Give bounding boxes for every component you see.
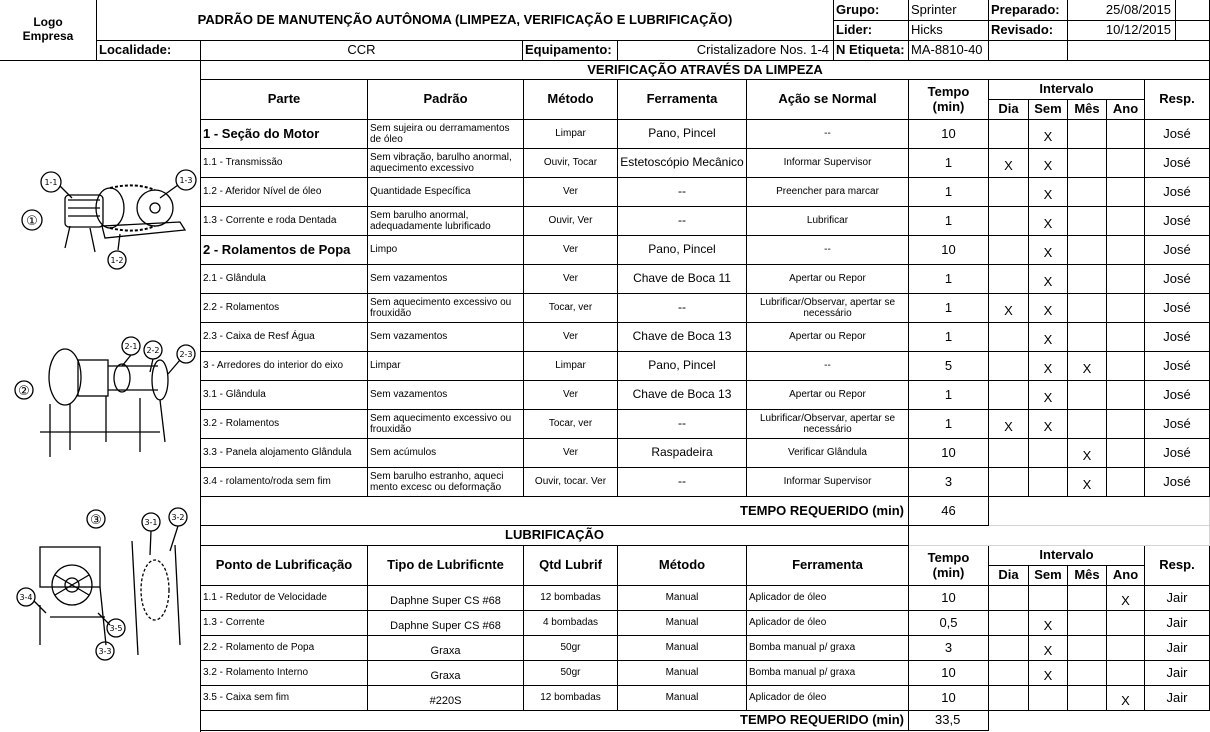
verification-row-tempo: 1 — [909, 381, 989, 410]
verification-row-acao: Verificar Glândula — [747, 439, 909, 468]
verification-row-tempo: 1 — [909, 265, 989, 294]
equipamento-value: Cristalizadore Nos. 1-4 — [618, 41, 834, 61]
equipamento-label: Equipamento: — [523, 41, 618, 61]
verification-row-sem — [1029, 439, 1068, 468]
verification-total-value: 46 — [909, 497, 989, 526]
verification-row-resp: José — [1145, 468, 1210, 497]
col-qtd: Qtd Lubrif — [524, 546, 618, 586]
verification-row-acao: Apertar ou Repor — [747, 265, 909, 294]
lubrication-row-sem — [1029, 586, 1068, 611]
verification-row-resp: José — [1145, 410, 1210, 439]
lubrication-row-resp: Jair — [1145, 636, 1210, 661]
verification-row-dia — [989, 207, 1029, 236]
verification-row-parte: 1.3 - Corrente e roda Dentada — [201, 207, 368, 236]
lubrication-row-metodo: Manual — [618, 611, 747, 636]
verification-row-mes: X — [1068, 468, 1107, 497]
verification-row-resp: José — [1145, 381, 1210, 410]
col-ferramenta-lub: Ferramenta — [747, 546, 909, 586]
lubrication-row-ferramenta: Bomba manual p/ graxa — [747, 636, 909, 661]
verification-row-acao: -- — [747, 352, 909, 381]
diagram-2-number: ② — [18, 384, 30, 399]
verification-total-blank — [989, 497, 1210, 526]
verification-row-ano — [1107, 178, 1145, 207]
verification-row-sem: X — [1029, 207, 1068, 236]
verification-row-ano — [1107, 294, 1145, 323]
lubrication-row-mes — [1068, 661, 1107, 686]
verification-row-tempo: 10 — [909, 236, 989, 265]
verification-row-padrao: Sem acúmulos — [368, 439, 524, 468]
lubrication-row-resp: Jair — [1145, 686, 1210, 711]
verification-row-parte: 2 - Rolamentos de Popa — [201, 236, 368, 265]
shaft-interior-diagram — [10, 505, 200, 665]
verification-row-parte: 3.3 - Panela alojamento Glândula — [201, 439, 368, 468]
verification-row-ferramenta: -- — [618, 178, 747, 207]
verification-row-metodo: Ver — [524, 439, 618, 468]
diagram-3-number: ③ — [90, 513, 102, 528]
col-sem-lub: Sem — [1029, 566, 1068, 586]
verification-row-ferramenta: Pano, Pincel — [618, 236, 747, 265]
verification-row-tempo: 1 — [909, 207, 989, 236]
lubrication-row-ferramenta: Bomba manual p/ graxa — [747, 661, 909, 686]
lubrication-row-tipo: Daphne Super CS #68 — [368, 586, 524, 611]
verification-row-acao: Informar Supervisor — [747, 149, 909, 178]
verification-row-sem: X — [1029, 381, 1068, 410]
verification-row-dia — [989, 381, 1029, 410]
verification-row-ano — [1107, 468, 1145, 497]
lubrication-row-ponto: 2.2 - Rolamento de Popa — [201, 636, 368, 661]
verification-row-acao: Informar Supervisor — [747, 468, 909, 497]
col-tipo: Tipo de Lubrificnte — [368, 546, 524, 586]
verification-row-metodo: Ouvir, Tocar — [524, 149, 618, 178]
verification-row-mes — [1068, 178, 1107, 207]
lubrication-row-metodo: Manual — [618, 661, 747, 686]
lubrication-row-dia — [989, 636, 1029, 661]
etiqueta-label: N Etiqueta: — [834, 41, 909, 61]
grupo-label: Grupo: — [834, 0, 909, 21]
verification-row-padrao: Sem barulho estranho, aqueci mento excesc ou deformação — [368, 468, 524, 497]
diagram-1-number: ① — [26, 214, 38, 229]
grupo-value: Sprinter — [909, 0, 989, 21]
verification-row-metodo: Tocar, ver — [524, 294, 618, 323]
lubrication-row-resp: Jair — [1145, 611, 1210, 636]
verification-row-padrao: Sem barulho anormal, adequadamente lubrificado — [368, 207, 524, 236]
verification-row-acao: Lubrificar/Observar, apertar se necessário — [747, 294, 909, 323]
verification-row-sem: X — [1029, 323, 1068, 352]
verification-row-padrao: Sem vazamentos — [368, 381, 524, 410]
verification-row-padrao: Sem vibração, barulho anormal, aquecimento excessivo — [368, 149, 524, 178]
verification-row-tempo: 1 — [909, 149, 989, 178]
verification-row-ferramenta: Pano, Pincel — [618, 352, 747, 381]
verification-row-metodo: Ouvir, tocar. Ver — [524, 468, 618, 497]
diagram-3-label-3-3: 3-3 — [98, 647, 112, 656]
verification-row-resp: José — [1145, 323, 1210, 352]
col-padrao: Padrão — [368, 80, 524, 120]
verification-row-sem: X — [1029, 352, 1068, 381]
verification-row-padrao: Limpar — [368, 352, 524, 381]
lider-value: Hicks — [909, 21, 989, 41]
verification-row-ano — [1107, 265, 1145, 294]
verification-row-ano — [1107, 410, 1145, 439]
lubrication-row-qtd: 50gr — [524, 661, 618, 686]
verification-row-dia: X — [989, 410, 1029, 439]
verification-row-tempo: 10 — [909, 120, 989, 149]
verification-row-parte: 3 - Arredores do interior do eixo — [201, 352, 368, 381]
verification-row-ano — [1107, 207, 1145, 236]
verification-row-resp: José — [1145, 294, 1210, 323]
verification-row-sem: X — [1029, 265, 1068, 294]
verification-row-dia — [989, 120, 1029, 149]
col-parte: Parte — [201, 80, 368, 120]
lubrication-title-blank — [909, 526, 1210, 546]
verification-row-metodo: Ver — [524, 381, 618, 410]
verification-row-ferramenta: Chave de Boca 13 — [618, 323, 747, 352]
col-mes: Mês — [1068, 100, 1107, 120]
verification-row-mes — [1068, 294, 1107, 323]
verification-row-metodo: Ver — [524, 236, 618, 265]
lubrication-row-qtd: 50gr — [524, 636, 618, 661]
verification-row-ferramenta: -- — [618, 207, 747, 236]
col-ano: Ano — [1107, 100, 1145, 120]
header-blank-4 — [1068, 41, 1210, 61]
preparado-value: 25/08/2015 — [1068, 0, 1176, 21]
col-acao: Ação se Normal — [747, 80, 909, 120]
verification-row-mes — [1068, 149, 1107, 178]
verification-row-ferramenta: -- — [618, 410, 747, 439]
col-tempo: Tempo (min) — [909, 80, 989, 120]
verification-row-resp: José — [1145, 265, 1210, 294]
lubrication-row-ferramenta: Aplicador de óleo — [747, 586, 909, 611]
diagram-2-label-2-3: 2-3 — [179, 350, 193, 359]
lubrication-row-tempo: 3 — [909, 636, 989, 661]
lubrication-row-ponto: 3.5 - Caixa sem fim — [201, 686, 368, 711]
verification-row-parte: 2.1 - Glândula — [201, 265, 368, 294]
col-resp: Resp. — [1145, 80, 1210, 120]
verification-row-ferramenta: Estetoscópio Mecânico — [618, 149, 747, 178]
verification-row-ferramenta: Raspadeira — [618, 439, 747, 468]
verification-row-ano — [1107, 149, 1145, 178]
col-ponto: Ponto de Lubrificação — [201, 546, 368, 586]
lubrication-row-tipo: Graxa — [368, 636, 524, 661]
verification-row-mes: X — [1068, 439, 1107, 468]
verification-row-tempo: 1 — [909, 178, 989, 207]
lubrication-row-mes — [1068, 611, 1107, 636]
verification-row-mes — [1068, 236, 1107, 265]
verification-row-resp: José — [1145, 178, 1210, 207]
verification-row-ano — [1107, 120, 1145, 149]
motor-section-diagram — [10, 160, 200, 270]
lubrication-row-ano — [1107, 661, 1145, 686]
verification-row-tempo: 10 — [909, 439, 989, 468]
lubrication-row-tipo: Graxa — [368, 661, 524, 686]
lubrication-row-ponto: 3.2 - Rolamento Interno — [201, 661, 368, 686]
lubrication-row-ano: X — [1107, 686, 1145, 711]
verification-row-mes — [1068, 120, 1107, 149]
verification-row-metodo: Ver — [524, 265, 618, 294]
verification-row-padrao: Sem aquecimento excessivo ou frouxidão — [368, 294, 524, 323]
verification-row-resp: José — [1145, 352, 1210, 381]
lubrication-row-ano — [1107, 636, 1145, 661]
lubrication-row-ferramenta: Aplicador de óleo — [747, 611, 909, 636]
lubrication-row-metodo: Manual — [618, 586, 747, 611]
header-blank-3 — [989, 41, 1068, 61]
verification-row-ferramenta: Chave de Boca 13 — [618, 381, 747, 410]
verification-row-metodo: Limpar — [524, 352, 618, 381]
verification-row-acao: Apertar ou Repor — [747, 381, 909, 410]
lubrication-row-dia — [989, 611, 1029, 636]
verification-row-metodo: Ouvir, Ver — [524, 207, 618, 236]
verification-row-padrao: Quantidade Específica — [368, 178, 524, 207]
col-dia-lub: Dia — [989, 566, 1029, 586]
lubrication-row-mes — [1068, 636, 1107, 661]
verification-row-padrao: Sem vazamentos — [368, 323, 524, 352]
col-intervalo: Intervalo — [989, 80, 1145, 100]
localidade-label: Localidade: — [97, 41, 201, 61]
diagram-3-label-3-4: 3-4 — [19, 593, 33, 602]
verification-section-title: VERIFICAÇÃO ATRAVÉS DA LIMPEZA — [201, 61, 1210, 80]
lubrication-row-mes — [1068, 586, 1107, 611]
stern-bearing-diagram — [10, 332, 200, 462]
lubrication-row-dia — [989, 661, 1029, 686]
verification-row-acao: Preencher para marcar — [747, 178, 909, 207]
col-metodo-lub: Método — [618, 546, 747, 586]
verification-row-acao: -- — [747, 236, 909, 265]
verification-row-dia — [989, 439, 1029, 468]
verification-row-parte: 3.4 - rolamento/roda sem fim — [201, 468, 368, 497]
lubrication-row-tempo: 0,5 — [909, 611, 989, 636]
verification-row-dia — [989, 323, 1029, 352]
lubrication-row-resp: Jair — [1145, 586, 1210, 611]
verification-row-mes — [1068, 323, 1107, 352]
verification-row-ferramenta: -- — [618, 468, 747, 497]
verification-row-ferramenta: -- — [618, 294, 747, 323]
header-blank-2 — [1176, 21, 1210, 41]
lubrication-row-ferramenta: Aplicador de óleo — [747, 686, 909, 711]
lubrication-row-tipo: #220S — [368, 686, 524, 711]
diagram-2-label-2-2: 2-2 — [146, 346, 160, 355]
lubrication-row-ano — [1107, 611, 1145, 636]
preparado-label: Preparado: — [989, 0, 1068, 21]
verification-row-metodo: Ver — [524, 323, 618, 352]
lubrication-row-tipo: Daphne Super CS #68 — [368, 611, 524, 636]
lubrication-section-title: LUBRIFICAÇÃO — [201, 526, 909, 546]
verification-row-dia: X — [989, 294, 1029, 323]
verification-row-parte: 1.1 - Transmissão — [201, 149, 368, 178]
verification-row-parte: 2.2 - Rolamentos — [201, 294, 368, 323]
verification-row-ferramenta: Chave de Boca 11 — [618, 265, 747, 294]
col-tempo-lub: Tempo (min) — [909, 546, 989, 586]
verification-row-ferramenta: Pano, Pincel — [618, 120, 747, 149]
verification-row-dia — [989, 352, 1029, 381]
diagram-1-label-1-1: 1-1 — [44, 178, 58, 187]
verification-row-dia — [989, 265, 1029, 294]
lubrication-row-dia — [989, 686, 1029, 711]
verification-row-ano — [1107, 439, 1145, 468]
verification-row-acao: Lubrificar/Observar, apertar se necessário — [747, 410, 909, 439]
col-mes-lub: Mês — [1068, 566, 1107, 586]
lubrication-row-ponto: 1.1 - Redutor de Velocidade — [201, 586, 368, 611]
verification-row-padrao: Limpo — [368, 236, 524, 265]
diagram-3-label-3-2: 3-2 — [171, 513, 185, 522]
lubrication-row-qtd: 4 bombadas — [524, 611, 618, 636]
col-resp-lub: Resp. — [1145, 546, 1210, 586]
verification-total-label: TEMPO REQUERIDO (min) — [201, 497, 909, 526]
verification-row-tempo: 3 — [909, 468, 989, 497]
lubrication-row-dia — [989, 586, 1029, 611]
localidade-value: CCR — [201, 41, 523, 61]
col-ferramenta: Ferramenta — [618, 80, 747, 120]
verification-row-sem — [1029, 468, 1068, 497]
lubrication-row-ano: X — [1107, 586, 1145, 611]
verification-row-sem: X — [1029, 120, 1068, 149]
verification-row-parte: 3.2 - Rolamentos — [201, 410, 368, 439]
lubrication-row-mes — [1068, 686, 1107, 711]
lubrication-row-tempo: 10 — [909, 661, 989, 686]
verification-row-sem: X — [1029, 410, 1068, 439]
diagram-1-label-1-3: 1-3 — [179, 176, 193, 185]
col-sem: Sem — [1029, 100, 1068, 120]
verification-row-sem: X — [1029, 149, 1068, 178]
lubrication-row-metodo: Manual — [618, 686, 747, 711]
revisado-label: Revisado: — [989, 21, 1068, 41]
verification-row-dia — [989, 178, 1029, 207]
page-title: PADRÃO DE MANUTENÇÃO AUTÔNOMA (LIMPEZA, VERIFICAÇÃO E LUBRIFICAÇÃO) — [97, 0, 834, 41]
verification-row-dia — [989, 236, 1029, 265]
lubrication-row-sem: X — [1029, 636, 1068, 661]
verification-row-resp: José — [1145, 207, 1210, 236]
lubrication-row-resp: Jair — [1145, 661, 1210, 686]
lubrication-row-sem — [1029, 686, 1068, 711]
diagram-3-label-3-1: 3-1 — [144, 518, 158, 527]
verification-row-ano — [1107, 352, 1145, 381]
col-intervalo-lub: Intervalo — [989, 546, 1145, 566]
verification-row-sem: X — [1029, 178, 1068, 207]
verification-row-ano — [1107, 323, 1145, 352]
verification-row-ano — [1107, 236, 1145, 265]
verification-row-acao: Lubrificar — [747, 207, 909, 236]
verification-row-parte: 3.1 - Glândula — [201, 381, 368, 410]
lubrication-row-qtd: 12 bombadas — [524, 586, 618, 611]
verification-row-parte: 1 - Seção do Motor — [201, 120, 368, 149]
verification-row-acao: Apertar ou Repor — [747, 323, 909, 352]
verification-row-metodo: Ver — [524, 178, 618, 207]
verification-row-ano — [1107, 381, 1145, 410]
col-metodo: Método — [524, 80, 618, 120]
verification-row-metodo: Tocar, ver — [524, 410, 618, 439]
verification-row-padrao: Sem sujeira ou derramamentos de óleo — [368, 120, 524, 149]
lubrication-row-sem: X — [1029, 611, 1068, 636]
verification-row-tempo: 5 — [909, 352, 989, 381]
verification-row-padrao: Sem vazamentos — [368, 265, 524, 294]
col-ano-lub: Ano — [1107, 566, 1145, 586]
verification-row-tempo: 1 — [909, 410, 989, 439]
verification-row-parte: 1.2 - Aferidor Nível de óleo — [201, 178, 368, 207]
verification-row-tempo: 1 — [909, 294, 989, 323]
lubrication-row-tempo: 10 — [909, 686, 989, 711]
verification-row-mes — [1068, 381, 1107, 410]
lubrication-row-metodo: Manual — [618, 636, 747, 661]
header-blank-1 — [1176, 0, 1210, 21]
verification-row-mes — [1068, 265, 1107, 294]
verification-row-resp: José — [1145, 120, 1210, 149]
col-dia: Dia — [989, 100, 1029, 120]
verification-row-resp: José — [1145, 149, 1210, 178]
verification-row-metodo: Limpar — [524, 120, 618, 149]
verification-row-resp: José — [1145, 236, 1210, 265]
lubrication-total-value: 33,5 — [909, 711, 989, 731]
verification-row-mes — [1068, 207, 1107, 236]
lubrication-row-sem: X — [1029, 661, 1068, 686]
verification-row-mes — [1068, 410, 1107, 439]
etiqueta-value: MA-8810-40 — [909, 41, 989, 61]
logo-placeholder: Logo Empresa — [0, 0, 97, 61]
verification-row-tempo: 1 — [909, 323, 989, 352]
lubrication-total-label: TEMPO REQUERIDO (min) — [201, 711, 909, 731]
verification-row-dia: X — [989, 149, 1029, 178]
diagram-2-label-2-1: 2-1 — [124, 342, 138, 351]
diagram-1-label-1-2: 1-2 — [110, 256, 124, 265]
lubrication-row-tempo: 10 — [909, 586, 989, 611]
verification-row-acao: -- — [747, 120, 909, 149]
verification-row-resp: José — [1145, 439, 1210, 468]
lubrication-row-ponto: 1.3 - Corrente — [201, 611, 368, 636]
verification-row-padrao: Sem aquecimento excessivo ou frouxidão — [368, 410, 524, 439]
lubrication-row-qtd: 12 bombadas — [524, 686, 618, 711]
lider-label: Lider: — [834, 21, 909, 41]
verification-row-sem: X — [1029, 236, 1068, 265]
diagram-3-label-3-5: 3-5 — [109, 624, 123, 633]
revisado-value: 10/12/2015 — [1068, 21, 1176, 41]
verification-row-dia — [989, 468, 1029, 497]
verification-row-parte: 2.3 - Caixa de Resf Água — [201, 323, 368, 352]
verification-row-sem: X — [1029, 294, 1068, 323]
verification-row-mes: X — [1068, 352, 1107, 381]
